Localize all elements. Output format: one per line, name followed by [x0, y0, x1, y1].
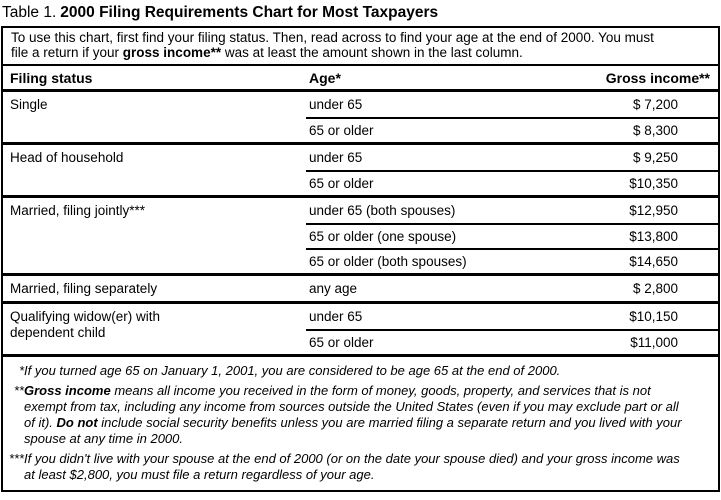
table-row [306, 329, 718, 354]
footnote-text: means all income you received in the form of money, goods, property, and services that is not exempt from tax, including any income from sources outside the United States (even if you may exclude part or all of it). [24, 383, 679, 430]
table-body [3, 92, 718, 354]
footnote-age-65 [18, 363, 686, 379]
table-row [306, 92, 718, 117]
footnotes-section [3, 354, 718, 483]
chart-box [1, 26, 720, 492]
status-cell: Married, filing separately [10, 281, 158, 296]
footnote-text: If you didn't live with your spouse at the end of 2000 (or on the date your spouse died) and your gross income was at least $2,800, you must file a return regardless of your age. [24, 451, 680, 482]
subrow-stack [306, 145, 718, 195]
table-row [306, 198, 718, 223]
table-row [306, 248, 718, 273]
table-number-label: Table 1. [2, 4, 57, 21]
column-header-filing-status: Filing status [10, 69, 93, 86]
footnote-marker: *** [8, 451, 24, 466]
intro-line2-pre: file a return if your [11, 44, 123, 60]
table-row [306, 223, 718, 248]
intro-line1: To use this chart, first find your filing status. Then, read across to find your age at the end of 2000. You must [11, 30, 654, 45]
age-cell: under 65 [309, 150, 363, 165]
subrow-stack [306, 304, 718, 354]
footnote-marker: * [18, 363, 24, 378]
page-title [0, 0, 721, 26]
table-title-text: 2000 Filing Requirements Chart for Most Taxpayers [60, 4, 439, 21]
footnote-gross-income [13, 383, 686, 447]
income-cell: $10,150 [629, 309, 678, 324]
income-cell: $14,650 [629, 254, 678, 269]
status-cell: Single [10, 97, 48, 112]
footnote-marker: ** [13, 383, 24, 398]
age-cell: 65 or older (one spouse) [309, 229, 457, 244]
age-cell: 65 or older [309, 335, 374, 350]
age-cell: under 65 (both spouses) [309, 203, 456, 218]
income-cell: $ 9,250 [632, 150, 678, 165]
status-cell: Married, filing jointly*** [10, 203, 146, 218]
footnote-spouse [8, 451, 686, 483]
age-cell: any age [309, 281, 358, 296]
subrow-stack [306, 276, 718, 301]
column-header-age: Age* [309, 69, 341, 86]
filing-group-single [3, 92, 718, 142]
subrow-stack [306, 198, 718, 273]
intro-line2-post: was at least the amount shown in the last column. [221, 44, 523, 60]
footnote-text: If you turned age 65 on January 1, 2001, you are considered to be age 65 at the end of 2000. [24, 363, 561, 378]
age-cell: 65 or older [309, 176, 374, 191]
footnote-text: include social security benefits unless you are married filing a separate return and you lived with your spouse at any time in 2000. [24, 415, 682, 446]
table-row [306, 145, 718, 170]
filing-group-qualifying-widower [3, 301, 718, 354]
column-header-gross-income: Gross income** [605, 69, 710, 86]
status-cell: Qualifying widow(er) with dependent child [10, 309, 161, 340]
table-row [306, 117, 718, 142]
income-cell: $ 7,200 [632, 97, 678, 112]
intro-gross-income-term: gross income** [122, 44, 222, 60]
age-cell: 65 or older [309, 123, 374, 138]
income-cell: $ 8,300 [632, 123, 678, 138]
filing-group-married-jointly [3, 195, 718, 273]
income-cell: $ 2,800 [632, 281, 678, 296]
filing-group-head-of-household [3, 142, 718, 195]
table-row [306, 304, 718, 329]
income-cell: $13,800 [629, 229, 678, 244]
status-cell: Head of household [10, 150, 124, 165]
income-cell: $10,350 [629, 176, 678, 191]
income-cell: $12,950 [629, 203, 678, 218]
footnote-bold-term: Do not [56, 415, 98, 430]
age-cell: 65 or older (both spouses) [309, 254, 467, 269]
age-cell: under 65 [309, 309, 363, 324]
table-header-row [3, 66, 718, 92]
footnote-bold-term: Gross income [24, 383, 111, 398]
intro-paragraph [3, 28, 718, 66]
subrow-stack [306, 92, 718, 142]
age-cell: under 65 [309, 97, 363, 112]
table-row [306, 170, 718, 195]
filing-group-married-separately [3, 273, 718, 301]
table-row [306, 276, 718, 301]
income-cell: $11,000 [630, 335, 678, 350]
